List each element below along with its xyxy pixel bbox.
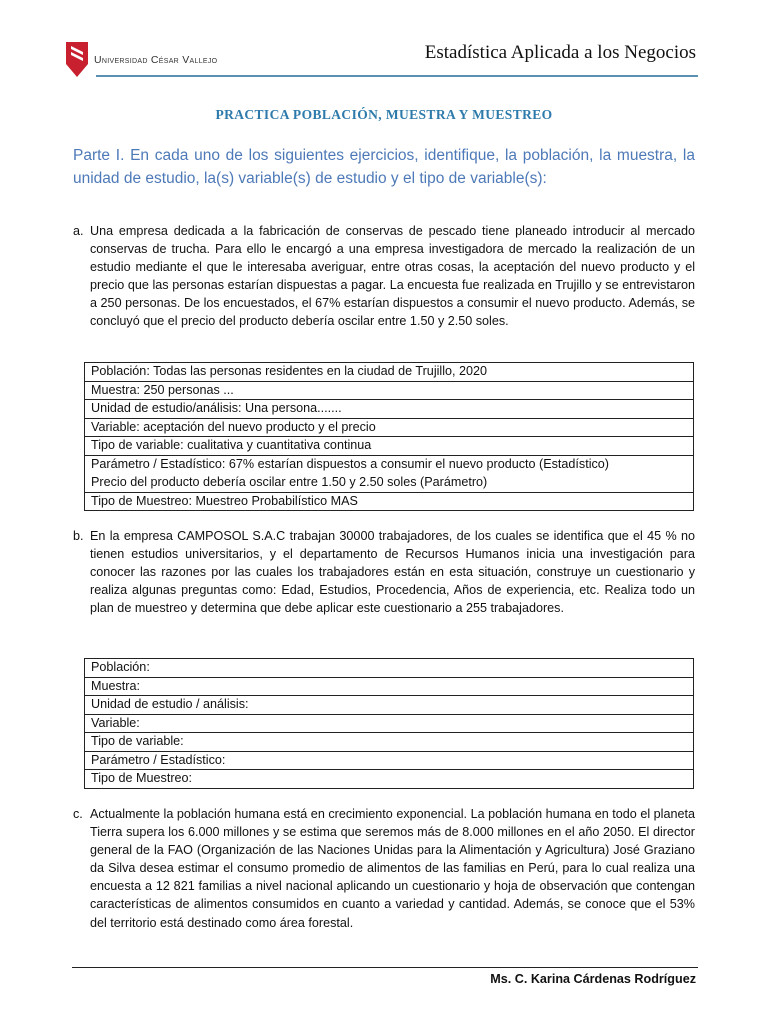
table-row: Tipo de variable: cualitativa y cuantitativa continua bbox=[85, 437, 694, 456]
page-title: PRACTICA POBLACIÓN, MUESTRA Y MUESTREO bbox=[215, 107, 553, 122]
exercise-label: a. bbox=[73, 224, 84, 238]
table-row: Variable: bbox=[85, 714, 694, 733]
exercise-label: b. bbox=[73, 529, 84, 543]
table-row: Muestra: 250 personas ... bbox=[85, 381, 694, 400]
table-row-line: Precio del producto debería oscilar entre 1.50 y 2.50 soles (Parámetro) bbox=[91, 474, 488, 489]
answer-table-b bbox=[84, 658, 694, 789]
university-name: Universidad César Vallejo bbox=[94, 54, 218, 66]
exercise-text: Actualmente la población humana está en crecimiento exponencial. La población humana en todo el planeta Tierra supera los 6.000 millones y se estima que seremos más de 8.000 millones en el año 2050. El director general de la FAO (Organización de las Naciones Unidas para la Alimentación y Agricultura) José Graziano da Silva desea estimar el consumo promedio de alimentos de las familias en Perú, para lo cual realiza una encuesta a 12 821 familias a nivel nacional aplicando un cuestionario y hoja de observación que contengan características de alimentos consumidos en cuanto a variedad y cantidad. Además, se conoce que el 53% del territorio está destinado como área forestal. bbox=[90, 807, 695, 930]
exercise-label: c. bbox=[73, 807, 83, 821]
exercise-b bbox=[73, 527, 695, 617]
exercise-text: En la empresa CAMPOSOL S.A.C trabajan 30000 trabajadores, de los cuales se identifica que el 45 % no tienen estudios universitarios, y el departamento de Recursos Humanos inicia una investigación para conocer las razones por las cuales los trabajadores están en esta situación, construye un cuestionario y realiza algunas preguntas como: Edad, Estudios, Procedencia, Años de experiencia, etc. Realiza todo un plan de muestreo y determina que debe aplicar este cuestionario a 255 trabajadores. bbox=[90, 529, 695, 616]
answer-table-a bbox=[84, 362, 694, 511]
table-row: Población: bbox=[85, 659, 694, 678]
course-title: Estadística Aplicada a los Negocios bbox=[424, 42, 696, 63]
university-logo-icon bbox=[64, 40, 90, 78]
table-row: Unidad de estudio / análisis: bbox=[85, 696, 694, 715]
table-row: Tipo de Muestreo: bbox=[85, 770, 694, 789]
table-row: Muestra: bbox=[85, 677, 694, 696]
exercise-text: Una empresa dedicada a la fabricación de conservas de pescado tiene planeado introducir al mercado conservas de trucha. Para ello le encargó a una empresa investigadora de mercado la realización de un estudio mediante el que le interesaba averiguar, entre otras cosas, la aceptación del nuevo producto y el precio que las personas estarían dispuestas a pagar. La encuesta fue realizada en Trujillo y se entrevistaron a 250 personas. De los encuestados, el 67% estarían dispuestos a consumir el nuevo producto. Además, se concluyó que el precio del producto debería oscilar entre 1.50 y 2.50 soles. bbox=[90, 224, 695, 329]
table-row: Tipo de Muestreo: Muestreo Probabilístico MAS bbox=[85, 492, 694, 511]
header-divider bbox=[96, 75, 698, 77]
table-row: Unidad de estudio/análisis: Una persona....... bbox=[85, 400, 694, 419]
table-row: Variable: aceptación del nuevo producto y el precio bbox=[85, 418, 694, 437]
table-row: Tipo de variable: bbox=[85, 733, 694, 752]
footer-author: Ms. C. Karina Cárdenas Rodríguez bbox=[490, 972, 696, 986]
table-row: Población: Todas las personas residentes en la ciudad de Trujillo, 2020 bbox=[85, 363, 694, 382]
table-row-line: Parámetro / Estadístico: 67% estarían dispuestos a consumir el nuevo producto (Estadístico) bbox=[91, 457, 609, 471]
exercise-a bbox=[73, 222, 695, 331]
table-row: Parámetro / Estadístico: bbox=[85, 751, 694, 770]
section-heading: Parte I. En cada uno de los siguientes ejercicios, identifique, la población, la muestra, la unidad de estudio, la(s) variable(s) de estudio y el tipo de variable(s): bbox=[73, 147, 695, 187]
footer-divider bbox=[72, 967, 698, 968]
exercise-c bbox=[73, 805, 695, 932]
table-row bbox=[85, 455, 694, 492]
